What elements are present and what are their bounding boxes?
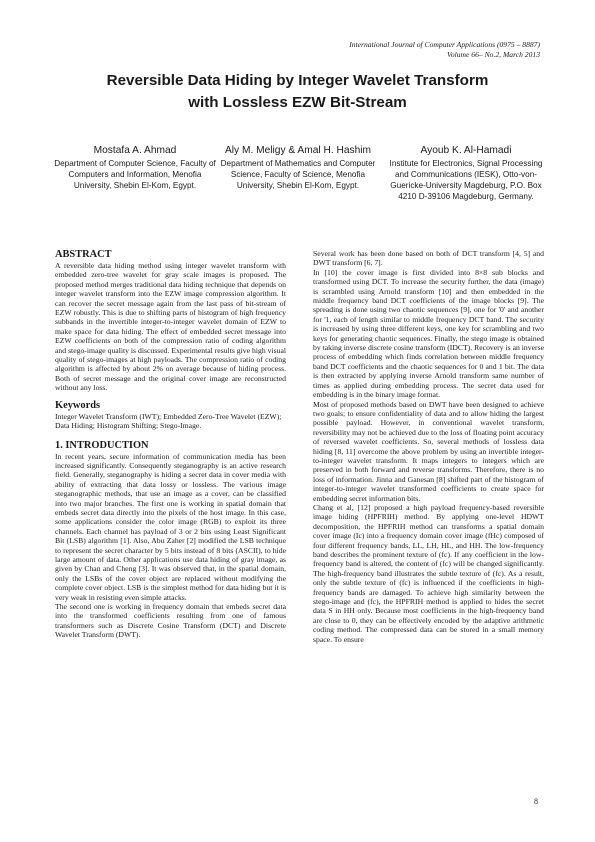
intro-paragraph-2: The second one is working in frequency domain that embeds secret data into the transformed coefficients resulting from one of famous transformers such as Discrete Cosine Transform (DCT) and Discrete Wavelet Transform (DWT). xyxy=(55,602,286,640)
journal-header xyxy=(240,40,540,60)
title-line-1: Reversible Data Hiding by Integer Wavelet Transform xyxy=(106,72,489,89)
intro-paragraph-5: Most of proposed methods based on DWT have been designed to achieve two goals; to ensure confidentiality of data and to allow hiding the largest possible payload. However, in conventional wavelet transform, reversibility may not be achieved due to the loss of floating point accuracy of reversed wavelet coefficients. So, several methods of lossless data hiding [8, 11] overcome the above problem by using an invertible integer-to-integer wavelet transform. It maps integers to integers which are preserved in both forward and reverse transforms. Therefore, there is no loss of information. Jinna and Ganesan [8] shifted part of the histogram of integer-to-integer wavelet transformed coefficients to create space for embedding secret information bits. xyxy=(313,399,544,503)
author-block-2 xyxy=(212,145,384,191)
journal-volume: Volume 66– No.2, March 2013 xyxy=(447,50,540,59)
abstract-heading: ABSTRACT xyxy=(55,249,112,260)
author-affiliation: Department of Computer Science, Faculty of Computers and Information, Menofia University, Shebin El-Kom, Egypt. xyxy=(54,159,216,190)
abstract-text: A reversible data hiding method using integer wavelet transform with embedded zero-tree wavelet for gray scale images is proposed. The proposed method merges traditional data hiding technique that depends on integer wavelet transform into the EZW image compression algorithm. It can recover the secret message again from the last pass of bit-stream of EZW robustly. This is due to shifting parts of histogram of high frequency subbands in the invertible integer-to-integer wavelet domain of EZW to make space for data hiding. The effect of embedded secret message into EZW coefficients on both of the compression ratio of coding algorithm and stego-image quality is discussed. Experimental results give high visual quality of stego-images at high payloads. The compression ratio of coding algorithm is affected by about 2% on average because of hiding process. Both of secret message and the original cover image are reconstructed without any loss. xyxy=(55,261,286,393)
keywords-text: Integer Wavelet Transform (IWT); Embedded Zero-Tree Wavelet (EZW); Data Hiding; Histogram Shifting; Stego-Image. xyxy=(55,411,282,431)
right-column xyxy=(313,249,544,644)
author-affiliation: Department of Mathematics and Computer Science, Faculty of Science, Menofia University, Shebin El-Kom, Egypt. xyxy=(220,159,376,190)
introduction-heading: 1. INTRODUCTION xyxy=(55,439,149,451)
journal-name: International Journal of Computer Applications (0975 – 8887) xyxy=(349,40,540,49)
author-block-3 xyxy=(385,145,547,202)
intro-paragraph-3: Several work has been done based on both of DCT transform [4, 5] and DWT transform [6, 7]. xyxy=(313,249,544,268)
left-column xyxy=(55,248,286,640)
author-name: Aly M. Meligy & Amal H. Hashim xyxy=(224,145,372,156)
author-name: Mostafa A. Ahmad xyxy=(93,145,177,156)
intro-paragraph-1: In recent years, secure information of communication media has been increased significantly. Consequently steganography is an active research field. Generally, steganography is hiding a secret data in cover media with ability of extracting that data lossy or lossless. The various image steganographic methods, that use an image as a cover, can be classified into two major branches. The first one is working in spatial domain that embeds secret data directly into the pixels of the host image. In this case, some applications consider the color image (RGB) to exploit its three channels. Each channel has payload of 3 or 2 bits using Least Significant Bit (LSB) algorithm [1]. Also, Abu Zaher [2] modified the LSB technique to represent the secret character by 5 bits instead of 8 bits (ASCII), to hide large amount of data. Other applications use data hiding of gray image, as given by Chan and Cheng [3]. It was observed that, in the spatial domain, only the LSBs of the cover object are replaced without modifying the complete cover object. LSB is the simplest method for data hiding but it is very weak in resisting even simple attacks. xyxy=(55,451,286,602)
author-block-1 xyxy=(50,145,220,191)
keywords-heading: Keywords xyxy=(55,399,101,411)
intro-paragraph-4: In [10] the cover image is first divided into 8×8 sub blocks and transformed using DCT. To increase the security further, the data (image) is scrambled using Arnold transform [10] and then embedded in the middle frequency band DCT coefficients of the image blocks [9]. The spreading is done using two chaotic sequences [9], one for '0' and another for '1, each of length similar to middle frequency DCT band. The security is increased by using three different keys, one key for scrambling and two keys for generating chaotic sequences. Finally, the stego image is obtained by taking inverse discrete cosine transform (IDCT). Recovery is an inverse process of embedding which finds correlation between middle frequency band DCT coefficients and the chaotic sequences for 0 and 1 bit. The data is then extracted by applying inverse Arnold transform same number of times as applied during embedding process. The secret data used for embedding is in the binary image format. xyxy=(313,267,544,400)
author-affiliation: Institute for Electronics, Signal Processing and Communications (IESK), Otto-von-Guericke-University Magdeburg, P.O. Box 4210 D-39106 Magdeburg, Germany. xyxy=(389,159,543,201)
page-number: 8 xyxy=(534,797,538,806)
author-name: Ayoub K. Al-Hamadi xyxy=(420,145,512,156)
title-line-2: with Lossless EZW Bit-Stream xyxy=(188,94,407,111)
intro-paragraph-6: Chang et al, [12] proposed a high payload frequency-based reversible image hiding (HPFRIH) method. By applying one-level HDWT decomposition, the HPFRIH method can transforms a spatial domain cover image (Ic) into a frequency domain cover image (fHc) composed of four different frequency bands, LL, LH, HL, and HH. The low-frequency band describes the prominent texture of (fc). If any coefficient in the low-frequency band is altered, the content of (fc) will be changed significantly. The high-frequency band illustrates the subtle texture of (fc). As a result, only the subtle texture of (fc) is influenced if the coefficients in high-frequency bands are damaged. To achieve high similarity between the stego-image and (fc), the HPFRIH method is applied to hides the secret data S in HH only. Because most coefficients in the high-frequency band are close to 0, they can be effectively encoded by the adaptive arithmetic coding method. The compressed data can be stored in a small memory space. To ensure xyxy=(313,502,544,644)
paper-title xyxy=(50,70,545,114)
